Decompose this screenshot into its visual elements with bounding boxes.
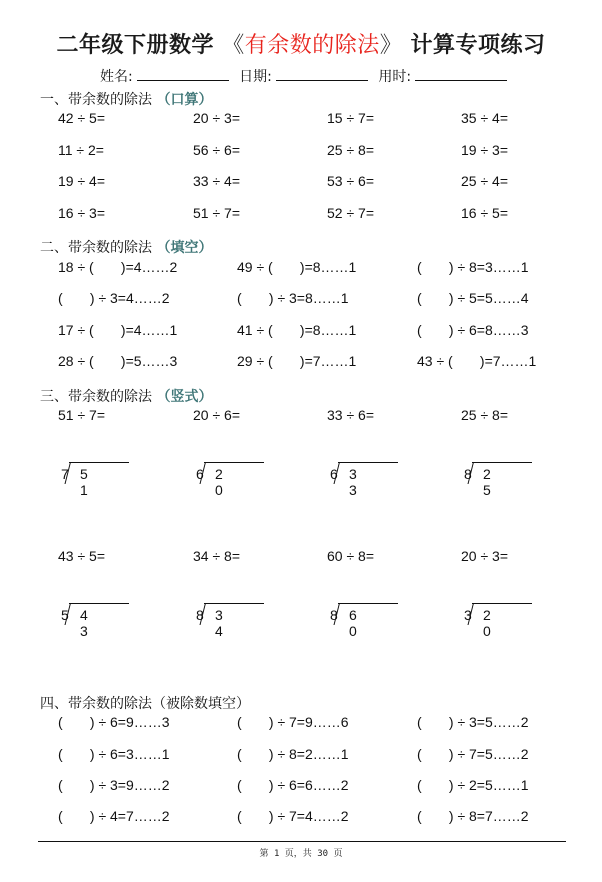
dividend: 3 3 <box>349 466 359 498</box>
problem-item[interactable]: 25 ÷ 8= <box>327 142 374 158</box>
section-vertical-heading <box>40 386 212 406</box>
section-dividend-heading <box>40 693 250 713</box>
problem-item[interactable]: 16 ÷ 3= <box>58 205 105 221</box>
divisor: 7 <box>61 466 69 482</box>
division-bracket <box>472 603 532 622</box>
problem-item[interactable]: ( ) ÷ 4=7……2 <box>58 808 170 824</box>
section-tag: （竖式） <box>156 389 213 405</box>
problem-item[interactable]: ( ) ÷ 6=9……3 <box>58 714 170 730</box>
section-tag: （口算） <box>156 92 213 108</box>
division-bracket <box>69 603 129 622</box>
problem-item[interactable]: 43 ÷ 5= <box>58 548 105 564</box>
problem-item[interactable]: 51 ÷ 7= <box>58 407 105 423</box>
student-info <box>100 66 513 86</box>
problem-item[interactable]: 53 ÷ 6= <box>327 173 374 189</box>
division-bracket <box>472 462 532 481</box>
name-label: 姓名: <box>100 69 133 85</box>
division-bracket <box>204 603 264 622</box>
page-number: 第 1 页，共 30 页 <box>259 849 343 859</box>
problem-item[interactable]: ( ) ÷ 6=8……3 <box>417 322 529 338</box>
problem-item[interactable]: 60 ÷ 8= <box>327 548 374 564</box>
problem-item[interactable]: 20 ÷ 3= <box>193 110 240 126</box>
problem-item[interactable]: 33 ÷ 4= <box>193 173 240 189</box>
dividend: 3 4 <box>215 607 225 639</box>
problem-item[interactable]: ( ) ÷ 8=3……1 <box>417 259 529 275</box>
division-bracket <box>69 462 129 481</box>
problem-item[interactable]: 17 ÷ ( )=4……1 <box>58 322 178 338</box>
title-prefix: 二年级下册数学 <box>56 33 215 58</box>
problem-item[interactable]: 52 ÷ 7= <box>327 205 374 221</box>
problem-item[interactable]: ( ) ÷ 6=6……2 <box>237 777 349 793</box>
problem-item[interactable]: 43 ÷ ( )=7……1 <box>417 353 537 369</box>
problem-item[interactable]: 15 ÷ 7= <box>327 110 374 126</box>
section-tag: （填空） <box>156 240 213 256</box>
section-label: 四、带余数的除法（被除数填空） <box>40 696 250 712</box>
problem-item[interactable]: ( ) ÷ 8=7……2 <box>417 808 529 824</box>
section-oral-heading <box>40 89 212 109</box>
division-bracket <box>204 462 264 481</box>
dividend: 2 0 <box>483 607 493 639</box>
section-label: 一、带余数的除法 <box>40 92 152 108</box>
problem-item[interactable]: 42 ÷ 5= <box>58 110 105 126</box>
problem-item[interactable]: ( ) ÷ 7=4……2 <box>237 808 349 824</box>
problem-item[interactable]: 56 ÷ 6= <box>193 142 240 158</box>
footer-divider <box>38 841 566 842</box>
problem-item[interactable]: 11 ÷ 2= <box>58 142 104 158</box>
problem-item[interactable]: ( ) ÷ 3=5……2 <box>417 714 529 730</box>
time-field[interactable] <box>415 68 507 81</box>
problem-item[interactable]: 18 ÷ ( )=4……2 <box>58 259 178 275</box>
problem-item[interactable]: ( ) ÷ 3=9……2 <box>58 777 170 793</box>
dividend: 6 0 <box>349 607 359 639</box>
problem-item[interactable]: ( ) ÷ 2=5……1 <box>417 777 529 793</box>
section-label: 二、带余数的除法 <box>40 240 152 256</box>
problem-item[interactable]: 19 ÷ 3= <box>461 142 508 158</box>
problem-item[interactable]: ( ) ÷ 3=4……2 <box>58 290 170 306</box>
section-fill-heading <box>40 237 212 257</box>
problem-item[interactable]: 20 ÷ 3= <box>461 548 508 564</box>
problem-item[interactable]: ( ) ÷ 7=9……6 <box>237 714 349 730</box>
divisor: 8 <box>196 607 204 623</box>
title-open-bracket: 《 <box>222 33 245 58</box>
problem-item[interactable]: 34 ÷ 8= <box>193 548 240 564</box>
problem-item[interactable]: 20 ÷ 6= <box>193 407 240 423</box>
problem-item[interactable]: 19 ÷ 4= <box>58 173 105 189</box>
problem-item[interactable]: 25 ÷ 8= <box>461 407 508 423</box>
problem-item[interactable]: ( ) ÷ 6=3……1 <box>58 746 170 762</box>
problem-item[interactable]: 33 ÷ 6= <box>327 407 374 423</box>
date-field[interactable] <box>276 68 368 81</box>
time-label: 用时: <box>378 69 412 85</box>
divisor: 8 <box>464 466 472 482</box>
problem-item[interactable]: ( ) ÷ 7=5……2 <box>417 746 529 762</box>
section-label: 三、带余数的除法 <box>40 389 152 405</box>
problem-item[interactable]: 35 ÷ 4= <box>461 110 508 126</box>
problem-item[interactable]: ( ) ÷ 3=8……1 <box>237 290 349 306</box>
problem-item[interactable]: 25 ÷ 4= <box>461 173 508 189</box>
name-field[interactable] <box>137 68 229 81</box>
dividend: 2 5 <box>483 466 493 498</box>
problem-item[interactable]: ( ) ÷ 8=2……1 <box>237 746 349 762</box>
dividend: 2 0 <box>215 466 225 498</box>
problem-item[interactable]: ( ) ÷ 5=5……4 <box>417 290 529 306</box>
problem-item[interactable]: 16 ÷ 5= <box>461 205 508 221</box>
divisor: 5 <box>61 607 69 623</box>
divisor: 6 <box>330 466 338 482</box>
title-close-bracket: 》 <box>379 33 403 58</box>
problem-item[interactable]: 29 ÷ ( )=7……1 <box>237 353 357 369</box>
division-bracket <box>338 603 398 622</box>
title-suffix: 计算专项练习 <box>410 33 546 58</box>
title-highlight: 有余数的除法 <box>244 33 380 58</box>
problem-item[interactable]: 28 ÷ ( )=5……3 <box>58 353 178 369</box>
problem-item[interactable]: 41 ÷ ( )=8……1 <box>237 322 357 338</box>
worksheet-title <box>0 28 602 59</box>
division-bracket <box>338 462 398 481</box>
problem-item[interactable]: 51 ÷ 7= <box>193 205 240 221</box>
date-label: 日期: <box>239 69 272 85</box>
dividend: 5 1 <box>80 466 90 498</box>
divisor: 6 <box>196 466 204 482</box>
dividend: 4 3 <box>80 607 90 639</box>
divisor: 3 <box>464 607 472 623</box>
problem-item[interactable]: 49 ÷ ( )=8……1 <box>237 259 357 275</box>
divisor: 8 <box>330 607 338 623</box>
